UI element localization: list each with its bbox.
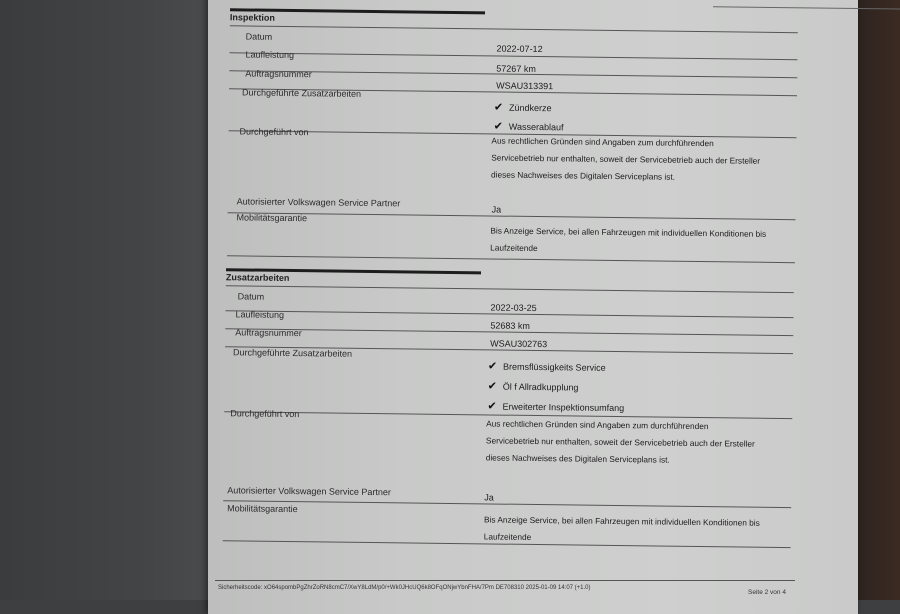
row-divider	[226, 285, 794, 293]
datum-value: 2022-03-25	[490, 302, 537, 314]
footer-code: Sicherheitscode: xO64spombPgZhrZoRN8cmC7/XwY8LdM/p0/+Wk0JHcUQ6k8OFqONjwYbnFHA/7Pm DE708310 2025-01-09 14:07 (+1.0)	[218, 585, 591, 591]
zusatz-label: Durchgeführte Zusatzarbeiten	[241, 87, 362, 99]
text-line: Aus rechtlichen Gründen sind Angaben zum durchführenden	[491, 135, 714, 149]
datum-value: 2022-07-12	[496, 43, 543, 55]
zusatz-item	[494, 119, 564, 133]
check-icon: ✔	[487, 360, 498, 373]
background-shadow	[0, 0, 215, 600]
text-line: dieses Nachweises des Digitalen Serviceplans ist.	[485, 452, 670, 465]
text-line: Laufzeitende	[483, 531, 532, 542]
zusatz-item-text: Bremsflüssigkeits Service	[503, 361, 606, 373]
zusatz-item	[488, 379, 579, 393]
text-line: Servicebetrieb nur enthalten, soweit der Servicebetrieb auch der Ersteller	[491, 152, 761, 166]
row-divider	[223, 500, 791, 508]
section-title: Inspektion	[229, 12, 276, 23]
durchgefuehrt-text	[486, 415, 807, 470]
check-icon: ✔	[487, 380, 497, 393]
section-inspektion	[208, 12, 858, 254]
text-line: Aus rechtlichen Gründen sind Angaben zum durchführenden	[486, 418, 709, 432]
text-line: Bis Anzeige Service, bei allen Fahrzeugen mit individuellen Konditionen bis	[483, 514, 760, 528]
text-line: dieses Nachweises des Digitalen Serviceplans ist.	[490, 169, 676, 182]
mobil-label: Mobilitätsgarantie	[236, 212, 308, 224]
mobil-text	[490, 222, 810, 260]
partner-value: Ja	[484, 492, 494, 503]
laufleistung-value: 57267 km	[496, 63, 536, 75]
laufleistung-label: Laufleistung	[235, 309, 285, 320]
zusatz-item	[488, 359, 606, 373]
zusatz-item	[494, 100, 552, 114]
zusatz-item-text: Erweiterter Inspektionsumfang	[502, 401, 625, 414]
durchgefuehrt-text	[491, 132, 812, 187]
partner-label: Autorisierter Volkswagen Service Partner	[227, 485, 391, 498]
footer-divider	[215, 580, 795, 581]
section-zusatzarbeiten	[208, 272, 858, 542]
text-line: Bis Anzeige Service, bei allen Fahrzeugen mit individuellen Konditionen bis	[490, 225, 767, 239]
section-title: Zusatzarbeiten	[225, 272, 290, 283]
document-page	[208, 0, 858, 614]
check-icon: ✔	[493, 120, 503, 133]
durchgefuehrt-label: Durchgeführt von	[230, 408, 300, 420]
auftrag-value: WSAU313391	[496, 80, 554, 92]
zusatz-item-text: Zündkerze	[509, 102, 552, 114]
zusatz-item-text: Wasserablauf	[508, 121, 564, 133]
auftrag-label: Auftragsnummer	[235, 327, 302, 339]
background-edge	[858, 0, 900, 600]
partner-label: Autorisierter Volkswagen Service Partner	[236, 196, 401, 209]
page-number: Seite 2 von 4	[748, 589, 786, 596]
zusatz-label: Durchgeführte Zusatzarbeiten	[232, 347, 353, 359]
partner-value: Ja	[491, 204, 502, 215]
text-line: Servicebetrieb nur enthalten, soweit der Servicebetrieb auch der Ersteller	[485, 435, 755, 449]
datum-label: Datum	[237, 291, 265, 302]
text-line: Laufzeitende	[490, 242, 538, 254]
durchgefuehrt-label: Durchgeführt von	[239, 126, 309, 138]
auftrag-label: Auftragsnummer	[245, 68, 312, 80]
row-divider	[228, 212, 796, 220]
datum-label: Datum	[245, 31, 273, 42]
check-icon: ✔	[487, 400, 497, 413]
zusatz-item	[487, 399, 624, 414]
laufleistung-value: 52683 km	[490, 320, 530, 331]
row-divider	[230, 25, 798, 33]
laufleistung-label: Laufleistung	[245, 49, 295, 61]
auftrag-value: WSAU302763	[490, 338, 548, 350]
zusatz-item-text: Öl f Allradkupplung	[502, 381, 579, 393]
mobil-label: Mobilitätsgarantie	[227, 503, 298, 515]
check-icon: ✔	[493, 101, 504, 114]
